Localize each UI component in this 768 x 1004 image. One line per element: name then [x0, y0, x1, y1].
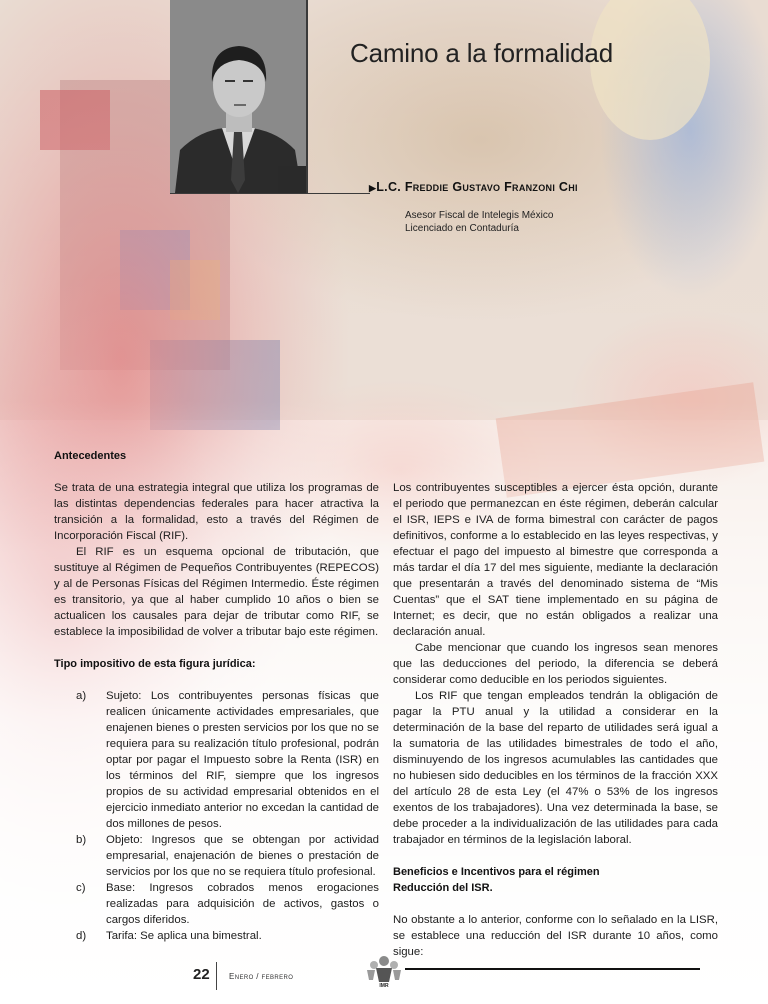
header-horizontal-rule — [170, 193, 370, 194]
footer-divider — [216, 962, 217, 990]
list-item-text: Tarifa: Se aplica una bimestral. — [106, 930, 262, 942]
author-photo-frame — [170, 0, 307, 193]
paragraph: Los contribuyentes susceptibles a ejercer ésta opción, durante el periodo que permanezcan en éste régimen, deberán calcular el ISR, IEPS e IVA de forma bimestral con carácter de pagos definitivos, conforme a lo establecido en las leyes respectivas, y efectuar el pago del impuesto al bimestre que corresponda a más tardar el día 17 del mes siguiente, mediante la declaración que presentarán a través del denominado sistema de “Mis Cuentas” que el SAT tiene implementado en su página de Internet; es decir, que no están obligados a realizar una declaración anual. — [393, 482, 718, 638]
page-number: 22 — [193, 966, 210, 983]
header-vertical-rule — [306, 0, 308, 193]
footer-rule — [405, 968, 700, 970]
paragraph: No obstante a lo anterior, conforme con lo señalado en la LISR, se establece una reducción del ISR durante 10 años, como sigue: — [393, 914, 718, 958]
author-name — [369, 180, 578, 194]
section-subheading: Reducción del ISR. — [393, 882, 493, 894]
section-heading: Antecedentes — [54, 450, 127, 462]
paragraph: Se trata de una estrategia integral que utiliza los programas de las distintas dependencias federales para hacer atractiva la transición a la formalidad, esto a través del Régimen de Incorporación Fiscal (RIF). — [54, 482, 379, 542]
list-item-text: Objeto: Ingresos que se obtengan por actividad empresarial, enajenación de bienes o prestación de servicios por los que no se requiera título profesional. — [106, 834, 379, 878]
list-marker: a) — [76, 690, 87, 702]
tax-list — [54, 688, 379, 944]
photo-corner-block — [278, 166, 307, 193]
article-title: Camino a la formalidad — [350, 38, 613, 68]
list-item-text: Sujeto: Los contribuyentes personas físicas que realicen únicamente actividades empresariales, que enajenen bienes o presten servicios por los que no se requiera para su realización título profesional, podrán optar por pagar el Impuesto sobre la Renta (ISR) en los términos del RIF, siempre que los ingresos propios de su actividad empresarial obtenidos en el ejercicio inmediato anterior no excedan la cantidad de dos millones de pesos. — [106, 690, 379, 830]
list-marker: d) — [76, 930, 87, 942]
publisher-logo — [364, 954, 404, 988]
author-arrow-icon: ▶ — [369, 183, 377, 193]
paragraph: Cabe mencionar que cuando los ingresos sean menores que las deducciones del periodo, la diferencia se deberá considerar como deducible en los periodos siguientes. — [393, 642, 718, 686]
paragraph: El RIF es un esquema opcional de tributación, que sustituye al Régimen de Pequeños Contribuyentes (REPECOS) y al de Personas Físicas del Régimen Intermedio. Éste régimen es transitorio, ya que al haber cumplido 10 años o bien se actualicen los causales para dejar de tributar como RIF, se establece la imposibilidad de volver a tributar bajo este régimen. — [54, 546, 379, 638]
author-role — [405, 209, 553, 235]
right-body — [393, 480, 718, 848]
author-role-line: Asesor Fiscal de Intelegis México — [405, 210, 554, 221]
author-portrait-image — [170, 0, 307, 193]
paragraph: Los RIF que tengan empleados tendrán la obligación de pagar la PTU anual y la utilidad a considerar en la determinación de la base del reparto de utilidades será igual a la sumatoria de las utilidades bimestrales de todo el año, disminuyendo de los ingresos acumulables las cantidades que no hubiesen sido deducibles en los términos de la fracción XXX del artículo 28 de esta Ley (el 47% o 53% de los ingresos exentos de los trabajadores). Una vez determinada la base, se debe proceder a la individualización de las utilidades para cada trabajador en términos de la legislación laboral. — [393, 690, 718, 846]
list-item — [54, 832, 379, 880]
section-heading: Beneficios e Incentivos para el régimen — [393, 866, 600, 878]
list-item — [54, 688, 379, 832]
author-name-text: L.C. Freddie Gustavo Franzoni Chi — [376, 180, 578, 194]
section-heading: Tipo impositivo de esta figura jurídica: — [54, 658, 256, 670]
left-body — [54, 480, 379, 640]
list-item-text: Base: Ingresos cobrados menos erogaciones realizadas para adquisición de activos, gastos o cargos diferidos. — [106, 882, 379, 926]
right-body-2 — [393, 912, 718, 960]
list-marker: c) — [76, 882, 86, 894]
right-column — [393, 480, 718, 960]
benefits-heading — [393, 864, 718, 896]
left-column — [54, 448, 379, 944]
list-marker: b) — [76, 834, 87, 846]
logo-text: IMR — [379, 983, 389, 988]
author-role-line: Licenciado en Contaduría — [405, 223, 519, 234]
issue-date: Enero / febrero — [229, 972, 294, 981]
list-item — [54, 880, 379, 928]
list-item — [54, 928, 379, 944]
